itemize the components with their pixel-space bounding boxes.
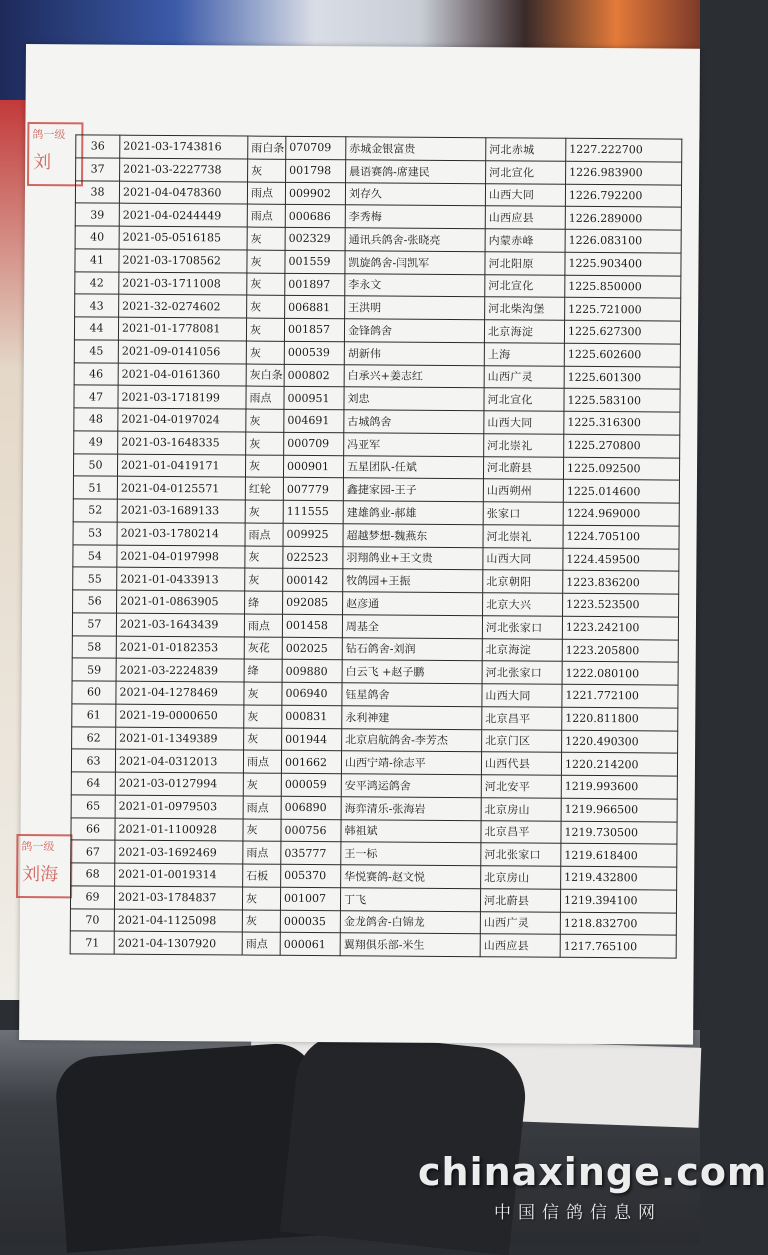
- rank-cell: 69: [70, 886, 114, 909]
- owner-cell: 丁飞: [340, 887, 480, 911]
- color-cell: 绛: [245, 591, 283, 614]
- rank-cell: 68: [71, 863, 115, 886]
- color-cell: 灰: [242, 910, 280, 933]
- region-cell: 河北柴沟堡: [485, 297, 565, 320]
- owner-cell: 刘忠: [344, 387, 484, 411]
- speed-cell: 1219.966500: [561, 798, 677, 822]
- code-cell: 006890: [281, 796, 341, 819]
- region-cell: 河北张家口: [481, 843, 561, 866]
- speed-cell: 1225.602600: [564, 343, 680, 367]
- owner-cell: 冯亚军: [344, 432, 484, 456]
- color-cell: 雨白条: [248, 136, 286, 159]
- code-cell: 000035: [280, 910, 340, 933]
- owner-cell: 钻石鸽舍-刘润: [342, 637, 482, 661]
- ring-number-cell: 2021-04-0125571: [117, 476, 245, 500]
- owner-cell: 建雄鸽业-郝雄: [343, 501, 483, 525]
- rank-cell: 36: [76, 135, 120, 158]
- color-cell: 红轮: [245, 477, 283, 500]
- table-row: [70, 931, 676, 958]
- ring-number-cell: 2021-04-0197998: [117, 545, 245, 569]
- ring-number-cell: 2021-03-1708562: [119, 249, 247, 273]
- code-cell: 001662: [281, 751, 341, 774]
- code-cell: 001897: [285, 273, 345, 296]
- color-cell: 灰: [247, 250, 285, 273]
- region-cell: 河北宣化: [486, 160, 566, 183]
- owner-cell: 海弈清乐-张海岩: [341, 796, 481, 820]
- code-cell: 000756: [281, 819, 341, 842]
- owner-cell: 五星团队-任斌: [343, 455, 483, 479]
- code-cell: 092085: [283, 591, 343, 614]
- speed-cell: 1218.832700: [560, 912, 676, 936]
- code-cell: 006881: [285, 296, 345, 319]
- code-cell: 035777: [281, 842, 341, 865]
- owner-cell: 凯旋鸽舍-闫凯军: [345, 250, 485, 274]
- region-cell: 山西代县: [481, 752, 561, 775]
- rank-cell: 43: [75, 294, 119, 317]
- color-cell: 灰: [245, 568, 283, 591]
- speed-cell: 1219.394100: [560, 889, 676, 913]
- code-cell: 111555: [283, 500, 343, 523]
- rank-cell: 62: [72, 726, 116, 749]
- speed-cell: 1225.316300: [564, 411, 680, 435]
- owner-cell: 钰星鸽舍: [342, 683, 482, 707]
- ring-number-cell: 2021-03-1689133: [117, 499, 245, 523]
- speed-cell: 1220.811800: [562, 707, 678, 731]
- code-cell: 004691: [284, 409, 344, 432]
- speed-cell: 1219.432800: [561, 866, 677, 890]
- color-cell: 灰: [246, 318, 284, 341]
- code-cell: 001007: [280, 887, 340, 910]
- watermark-domain: chinaxinge.com: [418, 1150, 768, 1194]
- ring-number-cell: 2021-03-2224839: [116, 658, 244, 682]
- dark-trousers-right: [280, 1029, 530, 1255]
- owner-cell: 韩祖斌: [341, 819, 481, 843]
- rank-cell: 51: [73, 476, 117, 499]
- ring-number-cell: 2021-01-0019314: [115, 863, 243, 887]
- color-cell: 灰: [243, 819, 281, 842]
- rank-cell: 55: [73, 567, 117, 590]
- ring-number-cell: 2021-04-0312013: [115, 749, 243, 773]
- speed-cell: 1226.289000: [565, 207, 681, 231]
- ring-number-cell: 2021-01-0419171: [117, 454, 245, 478]
- ring-number-cell: 2021-19-0000650: [116, 704, 244, 728]
- speed-cell: 1219.730500: [561, 821, 677, 845]
- color-cell: 灰: [246, 409, 284, 432]
- speed-cell: 1225.601300: [564, 366, 680, 390]
- code-cell: 000831: [282, 705, 342, 728]
- rank-cell: 41: [75, 249, 119, 272]
- speed-cell: 1221.772100: [562, 684, 678, 708]
- ring-number-cell: 2021-01-0979503: [115, 795, 243, 819]
- region-cell: 北京朝阳: [483, 570, 563, 593]
- code-cell: 022523: [283, 546, 343, 569]
- ring-number-cell: 2021-32-0274602: [119, 294, 247, 318]
- color-cell: 灰: [244, 705, 282, 728]
- rank-cell: 56: [73, 590, 117, 613]
- owner-cell: 王一标: [341, 842, 481, 866]
- color-cell: 雨点: [245, 523, 283, 546]
- region-cell: 内蒙赤峰: [485, 229, 565, 252]
- owner-cell: 李永文: [345, 273, 485, 297]
- owner-cell: 赵彦通: [343, 592, 483, 616]
- code-cell: 001798: [286, 159, 346, 182]
- red-seal-stamp-top: 鸽一级 刘: [27, 122, 83, 186]
- owner-cell: 鑫捷家园-王子: [343, 478, 483, 502]
- region-cell: 北京大兴: [483, 593, 563, 616]
- owner-cell: 李秀梅: [345, 205, 485, 229]
- red-seal-stamp-bottom: 鸽一级 刘海: [16, 834, 72, 898]
- speed-cell: 1227.222700: [566, 138, 682, 162]
- code-cell: 001458: [282, 614, 342, 637]
- ring-number-cell: 2021-01-0182353: [116, 636, 244, 660]
- rank-cell: 54: [73, 544, 117, 567]
- rank-cell: 59: [72, 658, 116, 681]
- owner-cell: 赤城金银富贵: [346, 137, 486, 161]
- rank-cell: 67: [71, 840, 115, 863]
- rank-cell: 57: [72, 613, 116, 636]
- region-cell: 河北安平: [481, 775, 561, 798]
- rank-cell: 66: [71, 817, 115, 840]
- rank-cell: 50: [73, 453, 117, 476]
- ring-number-cell: 2021-01-1778081: [118, 317, 246, 341]
- region-cell: 河北宣化: [484, 388, 564, 411]
- speed-cell: 1219.618400: [561, 844, 677, 868]
- rank-cell: 44: [74, 317, 118, 340]
- results-sheet: [19, 44, 700, 1045]
- rank-cell: 63: [71, 749, 115, 772]
- code-cell: 005370: [281, 864, 341, 887]
- rank-cell: 49: [74, 431, 118, 454]
- region-cell: 山西大同: [483, 547, 563, 570]
- region-cell: 河北蔚县: [483, 456, 563, 479]
- color-cell: 雨点: [247, 204, 285, 227]
- ring-number-cell: 2021-01-0433913: [117, 567, 245, 591]
- ring-number-cell: 2021-05-0516185: [119, 226, 247, 250]
- region-cell: 山西大同: [485, 183, 565, 206]
- color-cell: 雨点: [247, 182, 285, 205]
- ring-number-cell: 2021-03-1643439: [116, 613, 244, 637]
- owner-cell: 刘存久: [345, 182, 485, 206]
- code-cell: 000709: [284, 432, 344, 455]
- owner-cell: 胡新伟: [344, 341, 484, 365]
- code-cell: 001857: [284, 318, 344, 341]
- rank-cell: 60: [72, 681, 116, 704]
- code-cell: 009880: [282, 660, 342, 683]
- region-cell: 北京房山: [481, 866, 561, 889]
- ring-number-cell: 2021-04-0244449: [119, 203, 247, 227]
- code-cell: 000686: [285, 205, 345, 228]
- results-table: [70, 134, 683, 958]
- code-cell: 002329: [285, 227, 345, 250]
- region-cell: 北京房山: [481, 797, 561, 820]
- code-cell: 000901: [283, 455, 343, 478]
- color-cell: 雨点: [244, 614, 282, 637]
- region-cell: 山西应县: [480, 934, 560, 957]
- owner-cell: 羽翔鸽业+王文贵: [343, 546, 483, 570]
- owner-cell: 翼翔俱乐部-米生: [340, 933, 480, 957]
- region-cell: 北京海淀: [484, 320, 564, 343]
- speed-cell: 1220.214200: [561, 753, 677, 777]
- speed-cell: 1217.765100: [560, 935, 676, 959]
- rank-cell: 70: [70, 908, 114, 931]
- speed-cell: 1226.983900: [566, 161, 682, 185]
- speed-cell: 1223.523500: [563, 593, 679, 617]
- speed-cell: 1225.721000: [565, 298, 681, 322]
- region-cell: 河北张家口: [482, 661, 562, 684]
- color-cell: 灰: [242, 887, 280, 910]
- color-cell: 灰花: [244, 637, 282, 660]
- code-cell: 000142: [283, 569, 343, 592]
- code-cell: 001559: [285, 250, 345, 273]
- color-cell: 雨点: [246, 386, 284, 409]
- rank-cell: 64: [71, 772, 115, 795]
- ring-number-cell: 2021-04-1278469: [116, 681, 244, 705]
- owner-cell: 超越梦想-魏燕东: [343, 523, 483, 547]
- color-cell: 灰: [245, 500, 283, 523]
- speed-cell: 1225.850000: [565, 275, 681, 299]
- ring-number-cell: 2021-03-1692469: [115, 840, 243, 864]
- color-cell: 石板: [243, 864, 281, 887]
- rank-cell: 39: [75, 203, 119, 226]
- code-cell: 000539: [284, 341, 344, 364]
- region-cell: 北京门区: [482, 729, 562, 752]
- speed-cell: 1224.705100: [563, 525, 679, 549]
- region-cell: 河北阳原: [485, 251, 565, 274]
- speed-cell: 1220.490300: [562, 730, 678, 754]
- code-cell: 000061: [280, 933, 340, 956]
- rank-cell: 71: [70, 931, 114, 954]
- region-cell: 河北宣化: [485, 274, 565, 297]
- color-cell: 灰: [246, 341, 284, 364]
- owner-cell: 晨语赛鸽-席建民: [346, 159, 486, 183]
- rank-cell: 40: [75, 226, 119, 249]
- rank-cell: 53: [73, 522, 117, 545]
- color-cell: 雨点: [243, 796, 281, 819]
- code-cell: 000951: [284, 387, 344, 410]
- owner-cell: 金龙鸽舍-白锦龙: [340, 910, 480, 934]
- color-cell: 雨点: [242, 932, 280, 955]
- speed-cell: 1224.969000: [563, 502, 679, 526]
- rank-cell: 46: [74, 362, 118, 385]
- ring-number-cell: 2021-03-2227738: [120, 158, 248, 182]
- code-cell: 007779: [283, 478, 343, 501]
- ring-number-cell: 2021-03-1780214: [117, 522, 245, 546]
- ring-number-cell: 2021-09-0141056: [118, 340, 246, 364]
- speed-cell: 1225.903400: [565, 252, 681, 276]
- speed-cell: 1223.836200: [563, 571, 679, 595]
- owner-cell: 永利神建: [342, 705, 482, 729]
- color-cell: 灰: [246, 432, 284, 455]
- owner-cell: 王洪明: [345, 296, 485, 320]
- color-cell: 灰: [244, 682, 282, 705]
- ring-number-cell: 2021-01-0863905: [117, 590, 245, 614]
- rank-cell: 61: [72, 704, 116, 727]
- ring-number-cell: 2021-03-1784837: [114, 886, 242, 910]
- watermark-site-name: 中国信鸽信息网: [494, 1203, 662, 1223]
- region-cell: 河北蔚县: [480, 888, 560, 911]
- ring-number-cell: 2021-01-1100928: [115, 818, 243, 842]
- speed-cell: 1224.459500: [563, 548, 679, 572]
- ring-number-cell: 2021-04-0161360: [118, 363, 246, 387]
- owner-cell: 周基全: [342, 614, 482, 638]
- code-cell: 009925: [283, 523, 343, 546]
- region-cell: 山西应县: [485, 206, 565, 229]
- color-cell: 灰: [248, 159, 286, 182]
- owner-cell: 古城鸽舍: [344, 410, 484, 434]
- ring-number-cell: 2021-03-0127994: [115, 772, 243, 796]
- ring-number-cell: 2021-03-1718199: [118, 385, 246, 409]
- speed-cell: 1225.014600: [563, 480, 679, 504]
- color-cell: 雨点: [243, 841, 281, 864]
- rank-cell: 45: [74, 340, 118, 363]
- color-cell: 灰: [243, 773, 281, 796]
- color-cell: 灰: [245, 546, 283, 569]
- speed-cell: 1225.270800: [564, 434, 680, 458]
- region-cell: 山西朔州: [483, 479, 563, 502]
- speed-cell: 1226.792200: [565, 184, 681, 208]
- code-cell: 000802: [284, 364, 344, 387]
- code-cell: 002025: [282, 637, 342, 660]
- region-cell: 北京昌平: [482, 706, 562, 729]
- code-cell: 001944: [282, 728, 342, 751]
- ring-number-cell: 2021-04-1125098: [114, 909, 242, 933]
- color-cell: 灰白条: [246, 364, 284, 387]
- code-cell: 009902: [285, 182, 345, 205]
- owner-cell: 白承兴+姜志红: [344, 364, 484, 388]
- region-cell: 河北崇礼: [483, 524, 563, 547]
- ring-number-cell: 2021-04-1307920: [114, 931, 242, 955]
- color-cell: 绛: [244, 659, 282, 682]
- code-cell: 070709: [286, 136, 346, 159]
- speed-cell: 1225.583100: [564, 389, 680, 413]
- owner-cell: 北京启航鸽舍-李芳杰: [342, 728, 482, 752]
- speed-cell: 1223.205800: [562, 639, 678, 663]
- region-cell: 河北崇礼: [484, 433, 564, 456]
- owner-cell: 白云飞 +赵子鹏: [342, 660, 482, 684]
- code-cell: 000059: [281, 773, 341, 796]
- color-cell: 灰: [247, 295, 285, 318]
- region-cell: 北京昌平: [481, 820, 561, 843]
- region-cell: 山西广灵: [484, 365, 564, 388]
- rank-cell: 58: [72, 635, 116, 658]
- ring-number-cell: 2021-03-1711008: [119, 272, 247, 296]
- region-cell: 河北赤城: [486, 138, 566, 161]
- region-cell: 上海: [484, 342, 564, 365]
- owner-cell: 金锋鸽舍: [344, 319, 484, 343]
- owner-cell: 安平鸿运鸽舍: [341, 774, 481, 798]
- ring-number-cell: 2021-03-1743816: [120, 135, 248, 159]
- region-cell: 山西大同: [484, 411, 564, 434]
- region-cell: 张家口: [483, 502, 563, 525]
- color-cell: 灰: [244, 728, 282, 751]
- rank-cell: 65: [71, 795, 115, 818]
- speed-cell: 1226.083100: [565, 229, 681, 253]
- rank-cell: 47: [74, 385, 118, 408]
- code-cell: 006940: [282, 682, 342, 705]
- ring-number-cell: 2021-01-1349389: [116, 727, 244, 751]
- color-cell: 灰: [247, 227, 285, 250]
- color-cell: 灰: [247, 273, 285, 296]
- rank-cell: 48: [74, 408, 118, 431]
- owner-cell: 通讯兵鸽舍-张晓亮: [345, 228, 485, 252]
- ring-number-cell: 2021-04-0478360: [119, 181, 247, 205]
- speed-cell: 1222.080100: [562, 662, 678, 686]
- owner-cell: 山西宁靖-徐志平: [341, 751, 481, 775]
- region-cell: 河北张家口: [482, 615, 562, 638]
- region-cell: 北京海淀: [482, 638, 562, 661]
- rank-cell: 52: [73, 499, 117, 522]
- speed-cell: 1225.092500: [563, 457, 679, 481]
- ring-number-cell: 2021-04-0197024: [118, 408, 246, 432]
- ring-number-cell: 2021-03-1648335: [118, 431, 246, 455]
- speed-cell: 1225.627300: [564, 320, 680, 344]
- region-cell: 山西广灵: [480, 911, 560, 934]
- rank-cell: 42: [75, 271, 119, 294]
- speed-cell: 1223.242100: [562, 616, 678, 640]
- color-cell: 雨点: [243, 750, 281, 773]
- rank-cell: 37: [76, 158, 120, 181]
- owner-cell: 华悦赛鸽-赵文悦: [341, 865, 481, 889]
- owner-cell: 牧鸽园+王振: [343, 569, 483, 593]
- speed-cell: 1219.993600: [561, 775, 677, 799]
- rank-cell: 38: [75, 180, 119, 203]
- color-cell: 灰: [245, 455, 283, 478]
- region-cell: 山西大同: [482, 684, 562, 707]
